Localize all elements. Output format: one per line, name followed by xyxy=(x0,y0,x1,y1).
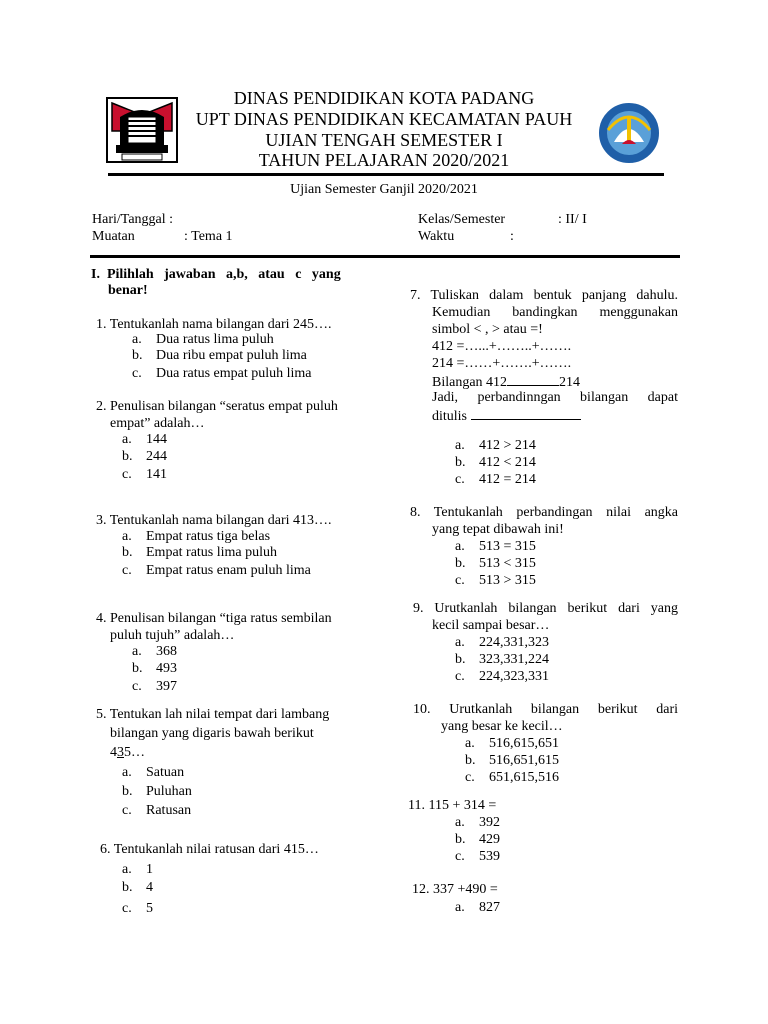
question-5-text-1: 5. Tentukan lah nilai tempat dari lambang xyxy=(96,707,330,722)
question-3-text: 3. Tentukanlah nama bilangan dari 413…. xyxy=(96,513,332,528)
answer-blank[interactable] xyxy=(507,372,559,386)
option-b[interactable]: b. 493 xyxy=(132,661,177,676)
info-divider xyxy=(90,255,680,258)
option-c[interactable]: c. Empat ratus enam puluh lima xyxy=(122,563,311,578)
answer-blank[interactable] xyxy=(471,406,581,420)
option-c[interactable]: c. 412 = 214 xyxy=(455,472,536,487)
option-c[interactable]: c. 5 xyxy=(122,901,153,916)
option-b[interactable]: b. 4 xyxy=(122,880,153,895)
option-b[interactable]: b. Empat ratus lima puluh xyxy=(122,545,278,560)
kelas-semester-value: : II/ I xyxy=(558,212,587,227)
question-5-number: 435… xyxy=(110,745,145,760)
option-a[interactable]: a. 1 xyxy=(122,862,153,877)
header-line-4: TAHUN PELAJARAN 2020/2021 xyxy=(258,150,510,170)
option-a[interactable]: a. 224,331,323 xyxy=(455,635,549,650)
option-b[interactable]: b. Puluhan xyxy=(122,784,192,799)
question-12-text: 12. 337 +490 = xyxy=(412,882,498,897)
header-divider xyxy=(108,173,664,176)
question-2-text-2: empat” adalah… xyxy=(110,416,205,431)
option-a[interactable]: a. Satuan xyxy=(122,765,185,780)
option-b[interactable]: b. 323,331,224 xyxy=(455,652,549,667)
option-c[interactable]: c. 513 > 315 xyxy=(455,573,536,588)
question-9-line-1: 9. Urutkanlah bilangan berikut dari yang xyxy=(413,601,678,616)
option-a[interactable]: a. 392 xyxy=(455,815,500,830)
question-7-line-4: 412 =…...+……..+……. xyxy=(432,339,572,354)
section-title-line-2: benar! xyxy=(108,283,148,298)
option-b[interactable]: b. 513 < 315 xyxy=(455,556,536,571)
question-1-text: 1. Tentukanlah nama bilangan dari 245…. xyxy=(96,317,332,332)
option-c[interactable]: c. 141 xyxy=(122,467,167,482)
question-4-text-2: puluh tujuh” adalah… xyxy=(110,628,235,643)
option-c[interactable]: c. 397 xyxy=(132,679,177,694)
question-9-line-2: kecil sampai besar… xyxy=(432,618,550,633)
hari-tanggal-label: Hari/Tanggal : xyxy=(92,212,174,227)
option-b[interactable]: b. 429 xyxy=(455,832,500,847)
option-b[interactable]: b. 412 < 214 xyxy=(455,455,536,470)
waktu-value: : xyxy=(510,229,514,244)
question-8-line-2: yang tepat dibawah ini! xyxy=(432,522,564,537)
header-line-2: UPT DINAS PENDIDIKAN KECAMATAN PAUH xyxy=(195,109,573,129)
question-10-line-1: 10. Urutkanlah bilangan berikut dari xyxy=(413,702,678,717)
question-7-line-3: simbol < , > atau =! xyxy=(432,322,543,337)
muatan-label: Muatan xyxy=(92,229,135,244)
question-7-line-6: Bilangan 412 214 xyxy=(432,372,580,391)
question-2-text-1: 2. Penulisan bilangan “seratus empat puluh xyxy=(96,399,338,414)
question-7-line-2: Kemudian bandingkan menggunakan xyxy=(432,305,678,320)
option-a[interactable]: a. 144 xyxy=(122,432,167,447)
question-6-text: 6. Tentukanlah nilai ratusan dari 415… xyxy=(100,842,319,857)
question-10-line-2: yang besar ke kecil… xyxy=(441,719,563,734)
question-7-line-5: 214 =……+…….+……. xyxy=(432,356,572,371)
option-a[interactable]: a. 827 xyxy=(455,900,500,915)
question-7-line-1: 7. Tuliskan dalam bentuk panjang dahulu. xyxy=(410,288,678,303)
option-c[interactable]: c. Ratusan xyxy=(122,803,192,818)
option-b[interactable]: b. Dua ribu empat puluh lima xyxy=(132,348,307,363)
question-8-line-1: 8. Tentukanlah perbandingan nilai angka xyxy=(410,505,678,520)
header-line-3: UJIAN TENGAH SEMESTER I xyxy=(265,130,503,150)
option-b[interactable]: b. 244 xyxy=(122,449,167,464)
option-a[interactable]: a. Empat ratus tiga belas xyxy=(122,529,271,544)
section-title-line-1: I. Pilihlah jawaban a,b, atau c yang xyxy=(91,267,341,282)
option-c[interactable]: c. 651,615,516 xyxy=(465,770,559,785)
option-c[interactable]: c. Dua ratus empat puluh lima xyxy=(132,366,312,381)
exam-subtitle: Ujian Semester Ganjil 2020/2021 xyxy=(290,182,478,197)
option-a[interactable]: a. 516,615,651 xyxy=(465,736,559,751)
option-a[interactable]: a. 368 xyxy=(132,644,177,659)
option-c[interactable]: c. 224,323,331 xyxy=(455,669,549,684)
kelas-semester-label: Kelas/Semester xyxy=(418,212,506,227)
muatan-value: : Tema 1 xyxy=(184,229,233,244)
question-7-line-7: Jadi, perbandinngan bilangan dapat xyxy=(432,390,678,405)
waktu-label: Waktu xyxy=(418,229,455,244)
option-a[interactable]: a. 513 = 315 xyxy=(455,539,536,554)
option-a[interactable]: a. 412 > 214 xyxy=(455,438,536,453)
question-4-text-1: 4. Penulisan bilangan “tiga ratus sembilan xyxy=(96,611,332,626)
question-7-line-8: ditulis xyxy=(432,406,581,425)
option-a[interactable]: a. Dua ratus lima puluh xyxy=(132,332,274,347)
option-c[interactable]: c. 539 xyxy=(455,849,500,864)
header-line-1: DINAS PENDIDIKAN KOTA PADANG xyxy=(233,88,535,108)
question-11-text: 11. 115 + 314 = xyxy=(408,798,497,813)
option-b[interactable]: b. 516,651,615 xyxy=(465,753,559,768)
question-5-text-2: bilangan yang digaris bawah berikut xyxy=(110,726,314,741)
